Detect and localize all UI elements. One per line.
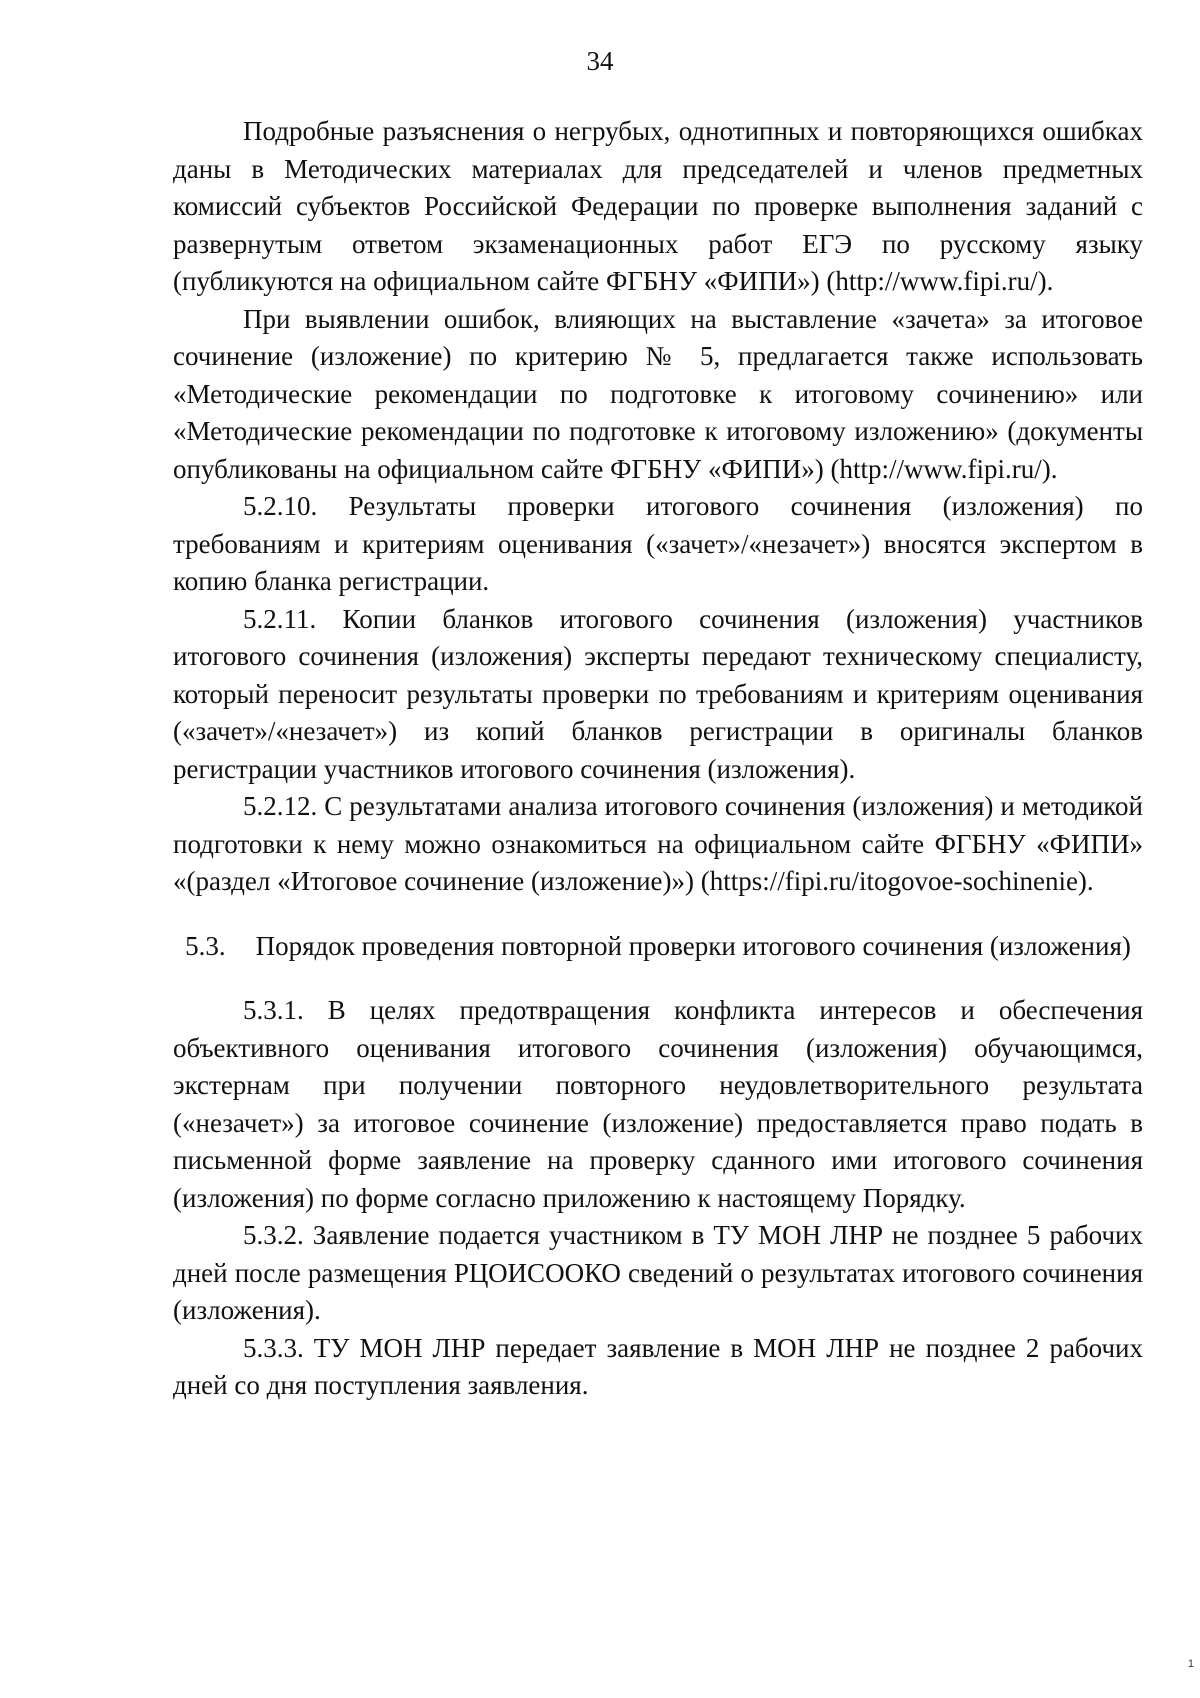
paragraph-5-2-11: 5.2.11. Копии бланков итогового сочинения (изложения) участников итогового сочинения (изложения) эксперты передают техническому специалисту, который переносит результаты проверки по требованиям и критериям оценивания («зачет»/«незачет») из копий бланков регистрации в оригиналы бланков регистрации участников итогового сочинения (изложения).: [173, 603, 1143, 784]
side-mark: 1: [1187, 1658, 1194, 1670]
document-body: [173, 113, 1143, 1405]
paragraph-5-2-12: 5.2.12. С результатами анализа итогового сочинения (изложения) и методикой подготовки к нему можно ознакомиться на официальном сайте ФГБНУ «ФИПИ» «(раздел «Итоговое сочинение (изложение)») (https://fipi.ru/itogovoe-sochinenie).: [173, 791, 1143, 896]
paragraph-5-3-1: 5.3.1. В целях предотвращения конфликта интересов и обеспечения объективного оценивания итогового сочинения (изложения) обучающимся, экстернам при получении повторного неудовлетворительного результата («незачет») за итоговое сочинение (изложение) предоставляется право подать в письменной форме заявление на проверку сданного ими итогового сочинения (изложения) по форме согласно приложению к настоящему Порядку.: [173, 995, 1143, 1213]
paragraph-errors-explanation: Подробные разъяснения о негрубых, однотипных и повторяющихся ошибках даны в Методических материалах для председателей и членов предметных комиссий субъектов Российской Федерации по проверке выполнения заданий с развернутым ответом экзаменационных работ ЕГЭ по русскому языку (публикуются на официальном сайте ФГБНУ «ФИПИ») (http://www.fipi.ru/).: [173, 116, 1143, 296]
section-heading-5-3: [173, 928, 1143, 966]
paragraph-5-3-3: 5.3.3. ТУ МОН ЛНР передает заявление в МОН ЛНР не позднее 2 рабочих дней со дня поступления заявления.: [173, 1332, 1143, 1400]
page-number: 34: [586, 46, 614, 76]
section-title: Порядок проведения повторной проверки итогового сочинения (изложения): [255, 930, 1131, 961]
section-number: 5.3.: [185, 930, 226, 961]
paragraph-5-3-2: 5.3.2. Заявление подается участником в ТУ МОН ЛНР не позднее 5 рабочих дней после размещения РЦОИСООКО сведений о результатах итогового сочинения (изложения).: [173, 1220, 1143, 1325]
paragraph-criterion-5: При выявлении ошибок, влияющих на выставление «зачета» за итоговое сочинение (изложение) по критерию № 5, предлагается также использовать «Методические рекомендации по подготовке к итоговому сочинению» или «Методические рекомендации по подготовке к итоговому изложению» (документы опубликованы на официальном сайте ФГБНУ «ФИПИ») (http://www.fipi.ru/).: [173, 303, 1143, 484]
paragraph-5-2-10: 5.2.10. Результаты проверки итогового сочинения (изложения) по требованиям и критериям оценивания («зачет»/«незачет») вносятся экспертом в копию бланка регистрации.: [173, 491, 1143, 596]
